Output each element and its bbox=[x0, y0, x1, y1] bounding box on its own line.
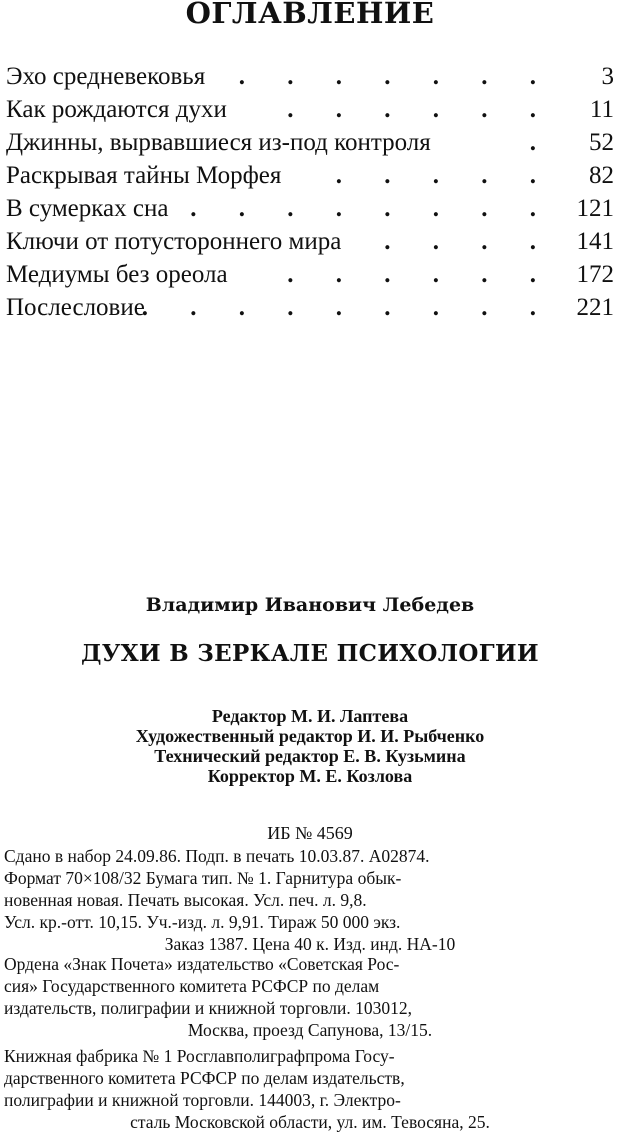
toc-entry-title: Послесловие bbox=[6, 294, 145, 321]
printer-line: полиграфии и книжной торговли. 144003, г. Электро- bbox=[4, 1090, 401, 1110]
toc-entry bbox=[6, 60, 614, 93]
toc-entry-page: 82 bbox=[589, 162, 614, 189]
imprint-line: Формат 70×108/32 Бумага тип. № 1. Гарнитура обык- bbox=[4, 868, 402, 888]
toc-entry-page: 52 bbox=[589, 129, 614, 156]
toc-leader-dots: . . . . . . bbox=[287, 96, 554, 123]
toc-entry bbox=[6, 225, 614, 258]
toc-entry-page: 172 bbox=[576, 261, 614, 288]
imprint-line: Заказ 1387. Цена 40 к. Изд. инд. НА-10 bbox=[164, 934, 456, 954]
imprint-line: Усл. кр.-отт. 10,15. Уч.-изд. л. 9,91. Тираж 50 000 экз. bbox=[4, 912, 401, 932]
toc-leader-dots: . . . . bbox=[384, 228, 554, 255]
book-title: ДУХИ В ЗЕРКАЛЕ ПСИХОЛОГИИ bbox=[81, 640, 539, 667]
table-of-contents bbox=[6, 60, 614, 324]
toc-entry bbox=[6, 126, 614, 159]
toc-entry-title: Джинны, вырвавшиеся из-под контроля bbox=[6, 129, 431, 156]
editorial-credits bbox=[0, 706, 620, 786]
toc-entry bbox=[6, 291, 614, 324]
toc-entry bbox=[6, 93, 614, 126]
print-details bbox=[4, 845, 616, 955]
credit-line: Технический редактор Е. В. Кузьмина bbox=[154, 746, 466, 766]
toc-leader-dots: . . . . . . . . . bbox=[141, 294, 554, 321]
toc-leader-dots: . . . . . . bbox=[287, 261, 554, 288]
publisher-line: Ордена «Знак Почета» издательство «Советская Рос- bbox=[4, 954, 400, 974]
toc-entry bbox=[6, 258, 614, 291]
printer-line: сталь Московской области, ул. им. Тевосяна, 25. bbox=[130, 1112, 490, 1132]
toc-entry-page: 141 bbox=[576, 228, 614, 255]
publisher-line: издательств, полиграфии и книжной торговли. 103012, bbox=[4, 998, 412, 1018]
toc-entry-title: Как рождаются духи bbox=[6, 96, 227, 123]
imprint-line: Сдано в набор 24.09.86. Подп. в печать 10.03.87. А02874. bbox=[4, 846, 430, 866]
credit-line: Художественный редактор И. И. Рыбченко bbox=[135, 726, 485, 746]
toc-entry-title: Раскрывая тайны Морфея bbox=[6, 162, 282, 189]
toc-leader-dots: . bbox=[529, 129, 554, 156]
toc-entry-page: 221 bbox=[576, 294, 614, 321]
toc-entry-title: Ключи от потустороннего мира bbox=[6, 228, 342, 255]
publisher-info bbox=[4, 953, 616, 1041]
credit-line: Редактор М. И. Лаптева bbox=[211, 706, 409, 726]
imprint-line: новенная новая. Печать высокая. Усл. печ. л. 9,8. bbox=[4, 890, 367, 910]
toc-leader-dots: . . . . . . . bbox=[238, 63, 554, 90]
toc-entry bbox=[6, 192, 614, 225]
author-name: Владимир Иванович Лебедев bbox=[145, 594, 475, 616]
toc-heading: ОГЛАВЛЕНИЕ bbox=[185, 0, 435, 30]
toc-entry bbox=[6, 159, 614, 192]
toc-entry-title: Медиумы без ореола bbox=[6, 261, 228, 288]
toc-leader-dots: . . . . . bbox=[335, 162, 554, 189]
toc-entry-page: 121 bbox=[576, 195, 614, 222]
toc-entry-page: 3 bbox=[601, 63, 614, 90]
publisher-line: Москва, проезд Сапунова, 13/15. bbox=[187, 1020, 433, 1040]
credit-line: Корректор М. Е. Козлова bbox=[207, 766, 413, 786]
toc-entry-title: Эхо средневековья bbox=[6, 63, 206, 90]
printer-line: дарственного комитета РСФСР по делам издательств, bbox=[4, 1068, 405, 1088]
printer-info bbox=[4, 1045, 616, 1133]
ib-number: ИБ № 4569 bbox=[267, 823, 353, 843]
toc-leader-dots: . . . . . . . . bbox=[190, 195, 554, 222]
publisher-line: сия» Государственного комитета РСФСР по делам bbox=[4, 976, 380, 996]
toc-entry-title: В сумерках сна bbox=[6, 195, 169, 222]
printer-line: Книжная фабрика № 1 Росглавполиграфпрома Госу- bbox=[4, 1046, 395, 1066]
toc-entry-page: 11 bbox=[589, 96, 614, 123]
